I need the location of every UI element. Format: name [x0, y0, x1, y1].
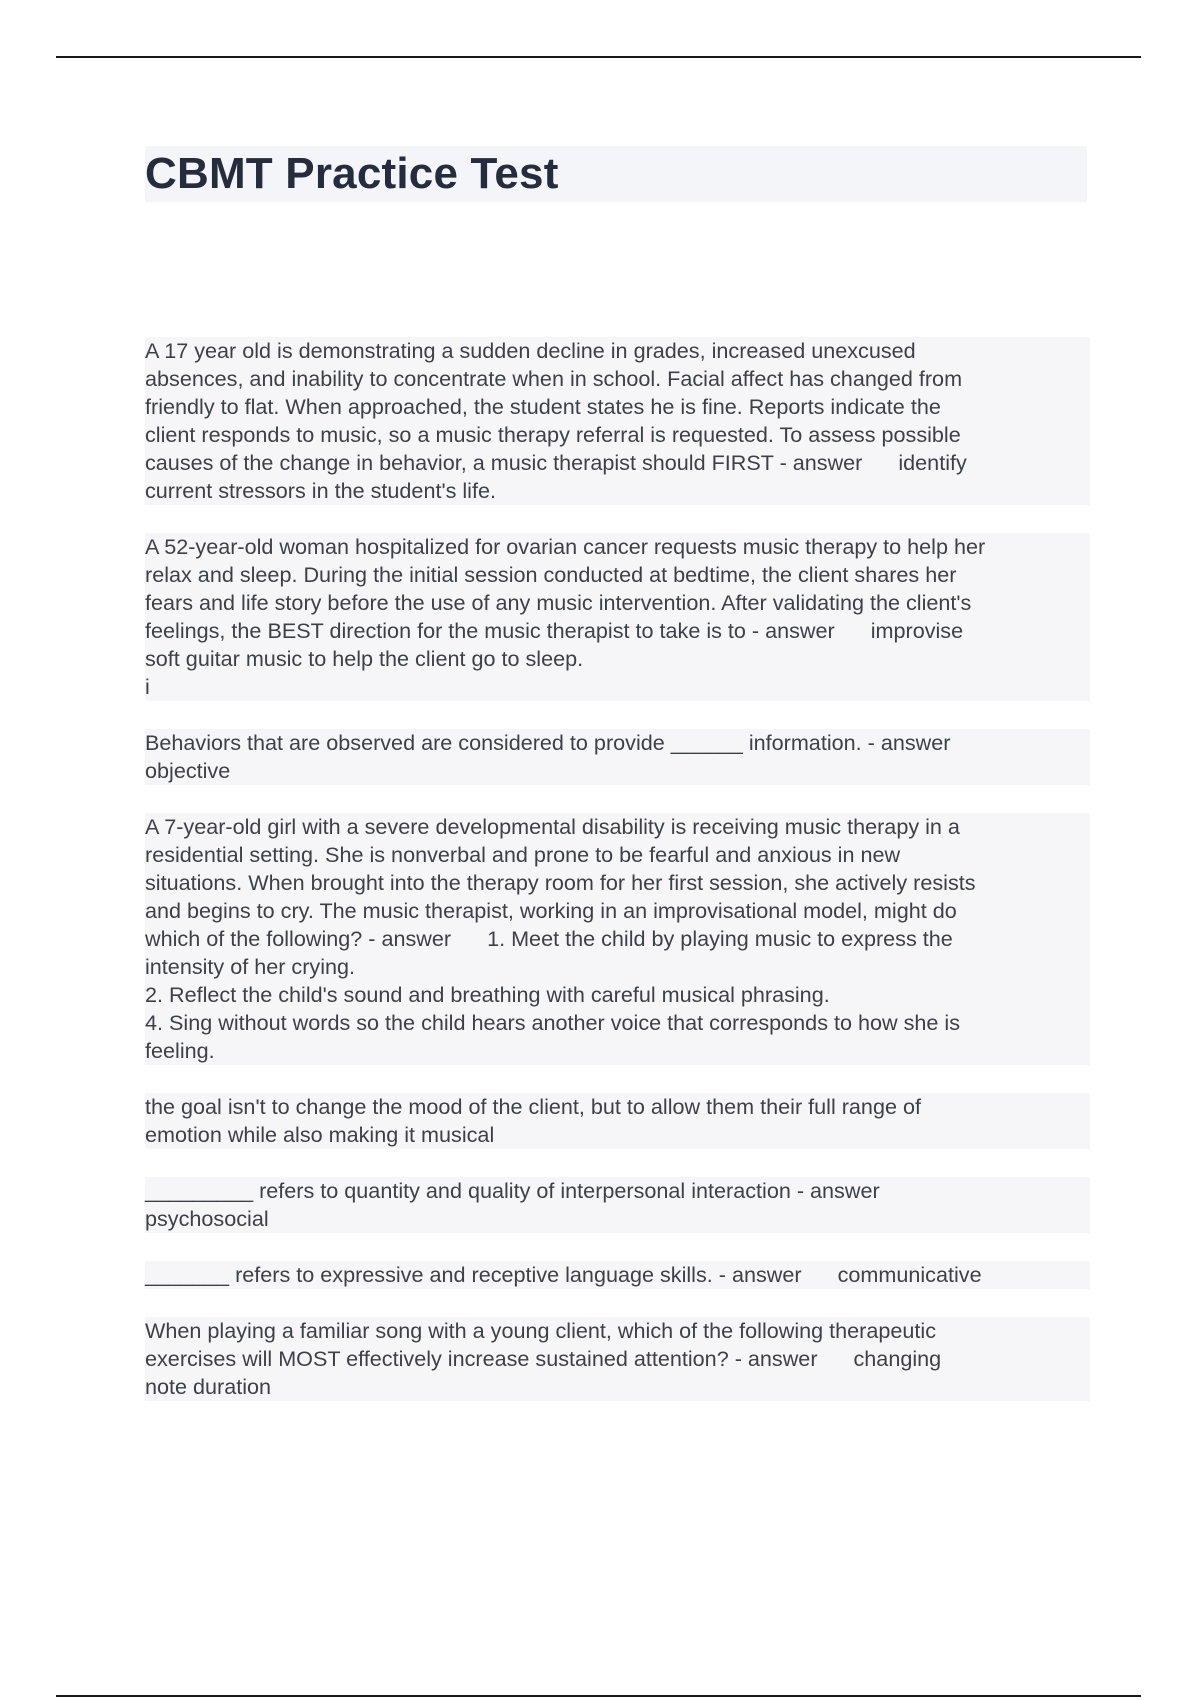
qa-item: [145, 1261, 1090, 1289]
text-line: intensity of her crying.: [145, 953, 1090, 981]
text-line: A 7-year-old girl with a severe developmental disability is receiving music therapy in a: [145, 813, 1090, 841]
text-line: When playing a familiar song with a young client, which of the following therapeutic: [145, 1317, 1090, 1345]
text-line: client responds to music, so a music therapy referral is requested. To assess possible: [145, 421, 1090, 449]
text-line: absences, and inability to concentrate when in school. Facial affect has changed from: [145, 365, 1090, 393]
text-line: emotion while also making it musical: [145, 1121, 1090, 1149]
text-line: residential setting. She is nonverbal and prone to be fearful and anxious in new: [145, 841, 1090, 869]
text-line: note duration: [145, 1373, 1090, 1401]
page-title: CBMT Practice Test: [145, 149, 559, 198]
text-line: objective: [145, 757, 1090, 785]
text-line: i: [145, 673, 1090, 701]
qa-item: [145, 1317, 1090, 1401]
qa-item: [145, 729, 1090, 785]
text-line: soft guitar music to help the client go to sleep.: [145, 645, 1090, 673]
text-line: _________ refers to quantity and quality of interpersonal interaction - answer: [145, 1177, 1090, 1205]
text-line: Behaviors that are observed are considered to provide ______ information. - answer: [145, 729, 1090, 757]
text-line: fears and life story before the use of any music intervention. After validating the client's: [145, 589, 1090, 617]
top-rule: [56, 56, 1141, 58]
text-line: 2. Reflect the child's sound and breathing with careful musical phrasing.: [145, 981, 1090, 1009]
text-line: feelings, the BEST direction for the music therapist to take is to - answer improvise: [145, 617, 1090, 645]
text-line: 4. Sing without words so the child hears another voice that corresponds to how she is: [145, 1009, 1090, 1037]
qa-list: [145, 337, 1090, 1429]
text-line: relax and sleep. During the initial session conducted at bedtime, the client shares her: [145, 561, 1090, 589]
text-line: _______ refers to expressive and receptive language skills. - answer communicative: [145, 1261, 1090, 1289]
qa-item: [145, 813, 1090, 1065]
text-line: the goal isn't to change the mood of the client, but to allow them their full range of: [145, 1093, 1090, 1121]
text-line: friendly to flat. When approached, the student states he is fine. Reports indicate the: [145, 393, 1090, 421]
qa-item: [145, 337, 1090, 505]
qa-item: [145, 533, 1090, 701]
text-line: A 52-year-old woman hospitalized for ovarian cancer requests music therapy to help her: [145, 533, 1090, 561]
text-line: situations. When brought into the therapy room for her first session, she actively resists: [145, 869, 1090, 897]
text-line: psychosocial: [145, 1205, 1090, 1233]
bottom-rule: [56, 1695, 1141, 1697]
qa-item: [145, 1177, 1090, 1233]
text-line: A 17 year old is demonstrating a sudden decline in grades, increased unexcused: [145, 337, 1090, 365]
text-line: which of the following? - answer 1. Meet the child by playing music to express the: [145, 925, 1090, 953]
text-line: current stressors in the student's life.: [145, 477, 1090, 505]
text-line: exercises will MOST effectively increase sustained attention? - answer changing: [145, 1345, 1090, 1373]
text-line: feeling.: [145, 1037, 1090, 1065]
text-line: and begins to cry. The music therapist, working in an improvisational model, might do: [145, 897, 1090, 925]
qa-item: [145, 1093, 1090, 1149]
text-line: causes of the change in behavior, a music therapist should FIRST - answer identify: [145, 449, 1090, 477]
